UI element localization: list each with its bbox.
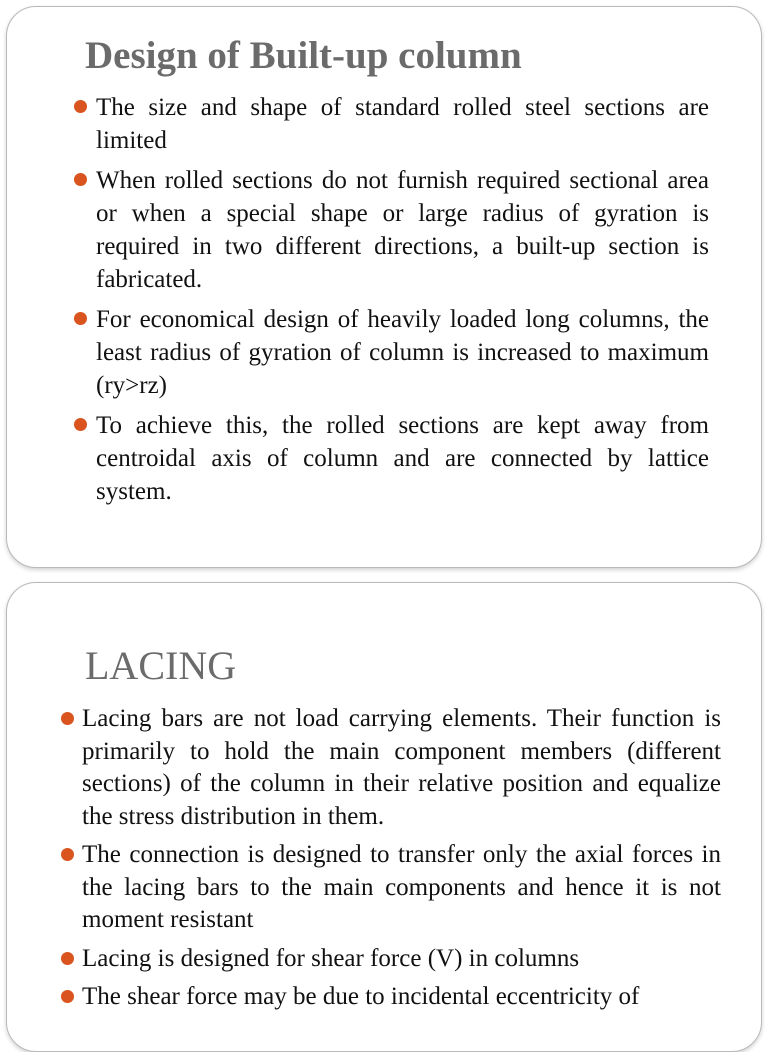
list-item [57, 703, 721, 833]
bullet-dot-icon [74, 312, 87, 325]
bullet-dot-icon [61, 712, 74, 725]
bullet-dot-icon [74, 100, 87, 113]
slide-title: LACING [85, 643, 237, 688]
bullet-dot-icon [61, 990, 74, 1003]
bullet-text: Lacing bars are not load carrying elements. Their function is primarily to hold the main component members (different sections) of the column in their relative position and equalize the stress distribution in them. [82, 705, 721, 830]
bullet-text: To achieve this, the rolled sections are kept away from centroidal axis of column and are connected by lattice system. [96, 412, 709, 505]
bullet-text: The connection is designed to transfer only the axial forces in the lacing bars to the main components and hence it is not moment resistant [82, 841, 721, 933]
bullet-dot-icon [74, 173, 87, 186]
bullet-dot-icon [61, 952, 74, 965]
list-item [69, 91, 709, 157]
list-item [69, 164, 709, 296]
slide-design-of-built-up-column [6, 6, 762, 568]
slide-title: Design of Built-up column [85, 34, 522, 77]
list-item [57, 943, 721, 976]
bullet-dot-icon [61, 848, 74, 861]
bullet-dot-icon [74, 418, 87, 431]
bullet-text: The shear force may be due to incidental eccentricity of [82, 983, 640, 1010]
bullet-list [57, 703, 721, 1020]
list-item [57, 981, 721, 1014]
bullet-text: For economical design of heavily loaded long columns, the least radius of gyration of column is increased to maximum (ry>rz) [96, 306, 709, 399]
slide-lacing [6, 582, 762, 1052]
list-item [57, 839, 721, 937]
bullet-text: Lacing is designed for shear force (V) in columns [82, 944, 580, 972]
bullet-text: The size and shape of standard rolled steel sections are limited [96, 94, 709, 154]
bullet-list [69, 91, 709, 515]
list-item [69, 409, 709, 508]
bullet-text: When rolled sections do not furnish required sectional area or when a special shape or large radius of gyration is required in two different directions, a built-up section is fabricated. [96, 167, 709, 293]
list-item [69, 303, 709, 402]
